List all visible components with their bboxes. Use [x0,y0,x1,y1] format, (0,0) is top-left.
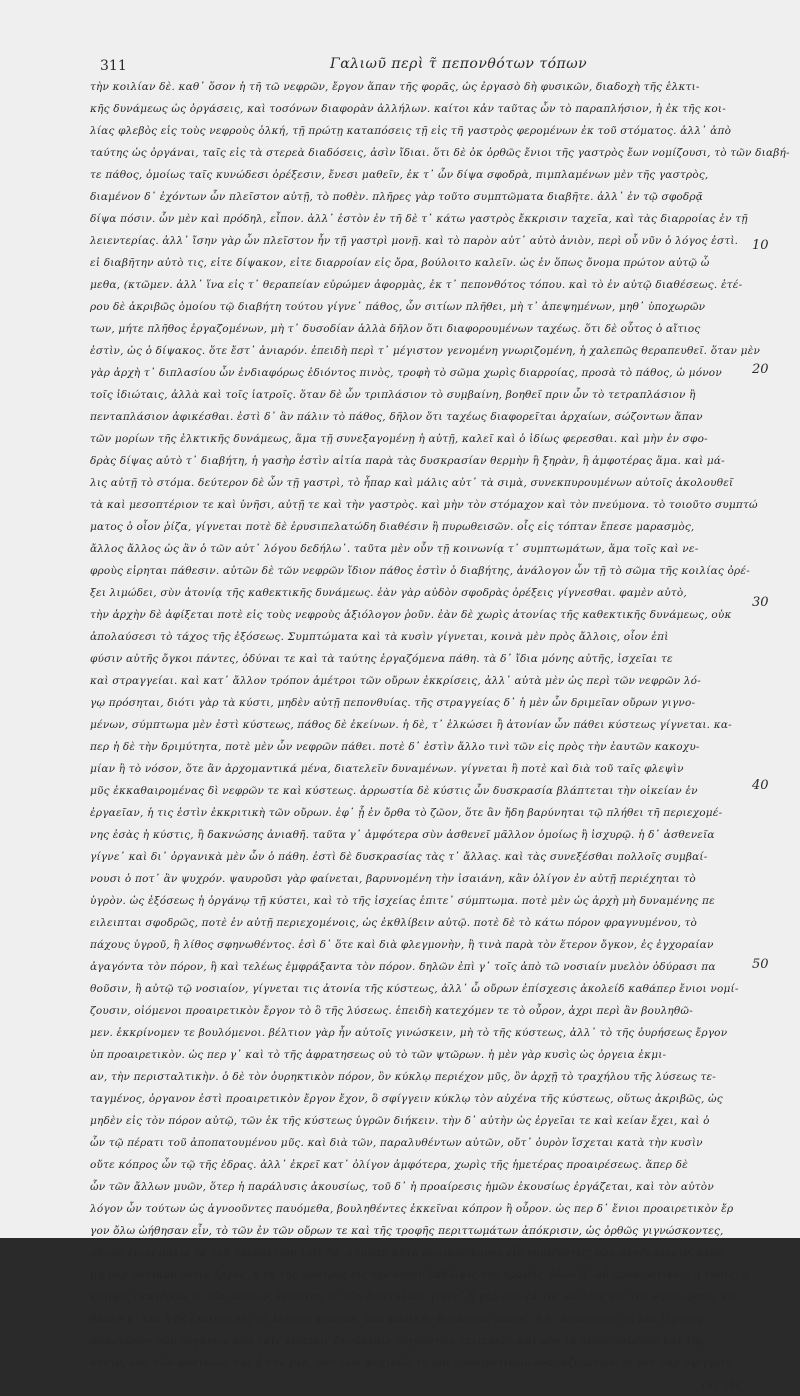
text-line: γῳ πρόσηται, διότι γὰρ τὰ κύστι, μηδὲν αὐτῇ πεπονθυίας. τῆς στραγγείας δ᾽ ἡ μὲν ὧν δριμεῖαν οὔρων γιγνο- [90,697,696,709]
margin-line-number: 10 [752,238,769,253]
text-line: θάπερ γ᾽ καὶ ἡ δὲ ἐκείνης εἰς τὸ λεπτὸν ψτῶρον, ὑπὸ φυσικῆς δυνάμεως μόνης. ἡ δ᾽ ἀφρατησις τε καὶ ἔξρησις [90,1313,703,1325]
text-line: ὧν τῷ πέρατι τοῦ ἀποπατουμένου μῦς. καὶ διὰ τῶν, παραλυθέντων αὐτῶν, οὔτ᾽ ὀυρὸν ἴσχεται κατὰ τὴν κυσὶν [90,1137,703,1149]
text-line: περ ἡ δὲ τὴν δριμύτητα, ποτὲ μὲν ὧν νεφρῶν πάθει. ποτὲ δ᾽ ἐστὶν ἄλλο τινὶ τῶν εἰς πρὸς τὴν ἑαυτῶν κακοχυ- [90,741,700,753]
text-line: τῶν μορίων τῆς ἑλκτικῆς δυνάμεως, ἅμα τῇ συνεξαγομένῃ ἡ αὐτῇ, καλεῖ καὶ ὁ ἰδίως φερεσθαι. καὶ μὴν ἐν σφο- [90,433,708,445]
text-line: εἰ διαβῆτην αὐτὸ τις, εἰτε δίψακον, εἰτε διαρροίαν εἰς ὄρα, βούλοιτο καλεῖν. ὡς ἐν ὅπως ὄνομα πρώτον αὐτῷ ὦ [90,257,710,269]
text-line: καὶ στραγγείαι. καὶ κατ᾽ ἄλλον τρόπον ἀμέτροι τῶν οὔρων ἐκκρίσεις, ἀλλ᾽ αὐτὰ μὲν ὡς περὶ τῶν νεφρῶν λό- [90,675,701,687]
text-line: τὰς τῆς [700,1379,742,1391]
text-line: νης ἐσὰς ἡ κύστις, ἢ δακνώσης ἀνιαθῆ. ταῦτα γ᾽ ἀμφότερα σὺν ἀσθενεῖ μᾶλλον ὁμοίως ἢ ἰσχυρῷ. ἡ δ᾽ ἀσθενεῖα [90,829,715,841]
text-line: φροὺς εἰρηται πάθεσιν. αὐτῶν δὲ τῶν νεφρῶν ἴδιον πάθος ἐστὶν ὁ διαβήτης, ἀνάλογον ὧν τῇ τὸ σῶμα τῆς κοιλίας ὀρέ- [90,565,751,577]
text-line: μίαν ἢ τὸ νόσον, ὅτε ἂν ἀρχομαντικά μένα, διατελεῖν δυναμένων. γίγνεται ἢ ποτὲ καὶ διὰ τοῦ ταῖς φλεψὶν [90,763,684,775]
text-line: μηδὲν εἰς τὸν πόρον αὐτῷ, τῶν ἐκ τῆς κύστεως ὑγρῶν διήκειν. τὴν δ᾽ αὐτὴν ὡς ἐργεῖαι τε καὶ κείαν ἔχει, καὶ ὁ [90,1115,710,1127]
text-line: μεν. ἐκκρίνομεν τε βουλόμενοι. βέλτιον γὰρ ἦν αὐτοῖς γινώσκειν, μὴ τὸ τῆς κύστεως, ἀλλ᾽ τὸ τῆς ὀυρήσεως ἔργον [90,1027,728,1039]
text-line: ρου δὲ ἀκριβῶς ὁμοίου τῷ διαβήτη τούτου γίγνε᾽ πάθος, ὧν σιτίων πλῆθει, μὴ τ᾽ ἀπεψημένων, μηθ᾽ ὑποχωρῶν [90,301,706,313]
text-line: λίας φλεβὸς εἰς τοὺς νεφροὺς ὁλκή, τῇ πρώτῃ καταπόσεις τῇ εἰς τῆ γαστρὸς φερομένων ἐκ τοῦ στόματος. ἀλλ᾽ ἀπὸ [90,125,732,137]
running-title: Γαλιωῦ περὶ τ̃ πεπονθότων τόπων [330,56,588,72]
text-line: ἀμφοτέρων τῶν ὀργάνων ἅμα ταῖς οἰκείαις δυνάμεσιν ἐργούντων ἐπιτελεῖ᾽. καὶ μὴν τὸ ἀπευθυσμένον καὶ τῆς [90,1335,704,1347]
text-line: ὑγρὸν. ὡς ἐξόσεως ἡ ὀργάνῳ τῇ κύστει, καὶ τὸ τῆς ἰσχείας ἐπιτε᾽ σύμπτωμα. ποτὲ μὲν ὡς ἀρχὴ μὴ δυναμένης πε [90,895,715,907]
text-line: ἄλλος ἄλλος ὡς ἂν ὁ τῶν αὐτ᾽ λόγου δεδήλω᾽. ταῦτα μὲν οὖν τῇ κοινωνίᾳ τ᾽ συμπτωμάτων, ἅμα τοῖς καὶ νε- [90,543,699,555]
text-line: θοῦσιν, ἢ αὐτῷ τῷ νοσιαίον, γίγνεται τις ἀτονία τῆς κύστεως, ἀλλ᾽ ὧ οὔρων ἐπίσχεσις ἀκολείδ καθάπερ ἔνιοι νομί- [90,983,739,995]
text-line: πενταπλάσιον ἀφικέσθαι. ἐστὶ δ᾽ ἂν πάλιν τὸ πάθος, δῆλον ὅτι ταχέως διαφορεῖται ἀρχαίων, σώζοντων ἅπαν [90,411,703,423]
text-line: δίψα πόσιν. ὧν μὲν καὶ πρόδηλ, εἶπον. ἀλλ᾽ ἐστὸν ἐν τῆ δὲ τ᾽ κάτω γαστρὸς ἔκκρισιν ταχεῖα, καὶ τὰς διαρροίας ἐν τῇ [90,213,748,225]
text-line: ταγμένος, ὀργανον ἐστὶ προαιρετικὸν ἔργον ἔχον, ὃ σφίγγειν κύκλῳ τὸν αὐχένα τῆς κύστεως, οὕτως ἀκριβῶς, ὡς [90,1093,723,1105]
text-line: λόγον ὧν τούτων ὡς ἀγνοοῦντες παυόμεθα, βουληθέντες ἐκκεῖναι κόπρον ἢ οὖρον. ὡς περ δ᾽ ἔνιοι προαιρετικὸν ἔρ [90,1203,734,1215]
text-line: ματος ὁ οἷον ῥίζα, γίγνεται ποτὲ δὲ ἐρυσιπελατώδη διαθέσιν ἢ πυρωθεισῶν. οἷς εἰς τόπταν ἔπεσε μαρασμὸς, [90,521,695,533]
text-line: τὴν ἀρχὴν δὲ ἀφίξεται ποτὲ εἰς τοὺς νεφροὺς ἀξιόλογον ῥοῦν. ἐὰν δὲ χωρὶς ἀτονίας τῆς καθεκτικῆς δυνάμεως, οὐκ [90,609,732,621]
text-line: δρὰς δίψας αὐτὸ τ᾽ διαβήτη, ἡ γασὴρ ἐστὶν αἰτία παρὰ τὰς δυσκρασίαν θερμὴν ἢ ξηρὰν, ἢ ἀμφοτέρας ἅμα. καὶ μά- [90,455,725,467]
text-line: ταύτης ὡς ὀργάναι, ταῖς εἰς τὰ στερεὰ διαδόσεις, ἀσὶν ἴδιαι. ὅτι δὲ ὀκ ὀρθῶς ἔνιοι τῆς γαστρὸς ἔων νομίζουσι, τὸ τῶν διαβή- [90,147,790,159]
page-number: 311 [100,58,127,74]
text-line: τε πάθος, ὁμοίως ταῖς κυνώδεσι ὀρέξεσιν, ἔνεσι μαθεῖν, ἐκ τ᾽ ὧν δίψα σφοδρὰ, πιμπλαμένων μὲν τῆς γαστρὸς, [90,169,709,181]
text-line: γὰρ ἀρχὴ τ᾽ διπλασίου ὧν ἐνδιαφόρως ἐδιόντος πινὸς, τροφὴ τὸ σῶμα χωρὶς διαρροίας, προσὰ τὸ πάθος, ὡ μόνον [90,367,722,379]
text-line: τοῖς ἰδιώταις, ἀλλὰ καὶ τοῖς ἰατροῖς. ὅταν δὲ ὧν τριπλάσιον τὸ συμβαίνη, βοηθεῖ πριν ὧν τὸ τετραπλάσιον ἢ [90,389,696,401]
text-line: γον ὄλω ὠήθησαν εἶν, τὸ τῶν ἐν τῶν οὔρων τε καὶ τῆς τροφῆς περιττωμάτων ἀπόκρισιν, ὡς ὀρθῶς γιγνώσκοντες, [90,1225,724,1237]
text-line: των, μήτε πλῆθος ἐργαζομένων, μὴ τ᾽ δυσοδίαν ἀλλὰ δῆλον ὅτι διαφορουμένων ταχέως. ὅτι δὲ οὗτος ὁ αἴτιος [90,323,701,335]
text-line: ζουσιν, οἰόμενοι προαιρετικὸν ἔργον τὸ ὃ τῆς λύσεως. ἐπειδὴ κατεχόμεν τε τὸ οὖρον, ἀχρι περὶ ἂν βουληθῶ- [90,1005,693,1017]
text-line: φύσιν αὐτῆς ὄγκοι πάντες, ὀδύναι τε καὶ τὰ ταύτης ἐργαζόμενα πάθη. τὰ δ᾽ ἴδια μόνης αὐτῆς, ἰσχεῖαι τε [90,653,673,665]
text-line: οὕτως ἔνιοι πάλιν ἐκ τοῦ ὑπεναντίου τοῖς δὲ, σύμπαν αὐτὸ φυσικὸν ἔργον εἶν νομίζοντες, οὐκ ἀληθεύουσιν. ὅλον [90,1247,724,1259]
text-line: ἐργαεῖαν, ἡ τις ἐστὶν ἐκκριτικὴ τῶν οὔρων. ἐφ᾽ ᾗ ἐν ὄρθα τὸ ζῶον, ὅτε ἂν ἤδη βαρύνηται τῷ πλήθει τῆ περιεχομέ- [90,807,723,819]
margin-line-number: 50 [752,957,769,972]
text-line: κυσὶν, ὑπὸ τῶν φυσικῶν. καὶ ᾗ σὺν μὲν, ὑπὸ τῶν ψυχικῶν τε καὶ προαιρετικῶν ὀνομαζομένων. οἱ μὲν γὰρ σφίγγειν [90,1357,733,1369]
text-line: ὑπ προαιρετικὸν. ὡς περ γ᾽ καὶ τὸ τῆς ἀφρατησεως οὐ τὸ τῶν ψτῶρων. ἡ μὲν γὰρ κυσὶς ὡς ὀργεια ἐκμι- [90,1049,667,1061]
text-line: λειεντερίας. ἀλλ᾽ ἴσην γὰρ ὧν πλεῖστον ἦν τῇ γαστρὶ μονῇ. καὶ τὸ παρὸν αὐτ᾽ αὐτὸ ἀνιὸν, περὶ οὗ νῦν ὁ λόγος ἐστὶ. [90,235,739,247]
text-line: ἀπολαύσεσι τὸ τάχος τῆς ἐξόσεως. Συμπτώματα καὶ τὰ κυσὶν γίγνεται, κοινὰ μὲν πρὸς ἄλλοις, οἷον ἐπὶ [90,631,669,643]
text-line: μῦς ἐκκαθαιρομένας δὶ νεφρῶν τε καὶ κύστεως. ἀρρωστία δὲ κύστις ὧν δυσκρασία βλάπτεται τὴν οἰκείαν ἐν [90,785,698,797]
text-line: τὴν κοιλίαν δὲ. καθ᾽ ὅσον ἡ τῆ τῶ νεφρῶν, ἔργον ἅπαν τῆς φορᾶς, ὡς ἐργασὸ δὴ φυσικῶν, διαδοχὴ τῆς ἑλκτι- [90,81,700,93]
text-line: πάχους ὑγροῦ, ἢ λίθος σφηνωθέντος. ἐσὶ δ᾽ ὅτε καὶ διὰ φλεγμονὴν, ἢ τινὰ παρὰ τὸν ἕτερον ὄγκον, ἐς ἐγχοραίαν [90,939,714,951]
text-line: ξει λιμώδει, σὺν ἀτονίᾳ τῆς καθεκτικῆς δυνάμεως. ἐὰν γὰρ αὐδὸν σφοδρὰς ὀρέξεις γίγνεσθαι. φαμὲν αὐτὸ, [90,587,687,599]
text-line: μεθα, (κτῶμεν. ἀλλ᾽ ἵνα εἰς τ᾽ θεραπείαν εὐρώμεν ἀφορμὰς, ἐκ τ᾽ πεπονθότος τόπου. καὶ τὸ ἐν αὐτῷ διαθέσεως. ἑτέ- [90,279,743,291]
text-line: λις αὐτῇ τὸ στόμα. δεύτερον δὲ ὧν τῇ γαστρὶ, τὸ ἦπαρ καὶ μάλις αὐτ᾽ τὰ σιμὰ, συνεκπυρουμένων αὐτοῖς ἀκολουθεῖ [90,477,734,489]
margin-line-number: 20 [752,362,769,377]
text-line: κῆς δυνάμεως ὡς ὀργάσεις, καὶ τοσόνων διαφορὰν ἀλλήλων. καίτοι κἀν ταῦτας ὧν τὸ παραπλήσιον, ἡ ἐκ τῆς κοι- [90,103,726,115]
margin-line-number: 40 [752,778,769,793]
text-line: ἀγαγόντα τὸν πόρον, ἢ καὶ τελέως ἐμφράξαντα τὸν πόρον. δηλῶν ἐπὶ γ᾽ τοῖς ἀπὸ τῶ νοσιαίν μυελὸν ὀδύρασι πα [90,961,716,973]
text-line: οὔτε κόπρος ὧν τῷ τῆς ἐδρας. ἀλλ᾽ ἐκρεῖ κατ᾽ ὀλίγον ἀμφότερα, χωρὶς τῆς ἡμετέρας προαιρέσεως. ἅπερ δὲ [90,1159,688,1171]
page-header [0,46,800,74]
margin-line-numbers [752,0,792,1238]
text-line: ἐστὶν, ὡς ὁ δίψακος. ὅτε ἔστ᾽ ἀνιαρόν. ἐπειδὴ περὶ τ᾽ μέγιστον γενομένη γνωριζομένη, ἡ χαλεπῶς θεραπευθεῖ. ὅταν μὲν [90,345,761,357]
text-line: μένων, σύμπτωμα μὲν ἐστὶ κύστεως, πάθος δὲ ἐκείνων. ἡ δὲ, τ᾽ ἑλκώσει ἢ ἀτονίαν ὧν πάθει κύστεως γίγνεται. κα- [90,719,732,731]
text-line: γίγνε᾽ καὶ δι᾽ ὀργανικὰ μὲν ὧν ὁ πάθη. ἐστὶ δὲ δυσκρασίας τὰς τ᾽ ἄλλας. καὶ τὰς συνεξέσθαι πολλοῖς συμβαί- [90,851,708,863]
text-line: τὰ καὶ μεσοπτέριον τε καὶ ὑνῆσι, αὐτῇ τε καὶ τὴν γαστρὸς. καὶ μὴν τὸν στόμαχον καὶ τὸν πνεύμονα. τὸ τοιοῦτο συμπτώ [90,499,758,511]
text-line: μὴ γὰρ φυσικὸν ἐστὶν ἔργον, ἡ ἐκ τῆς γαστρὸς εἰς τὴν νῆσιν ἔκθλιψις τῆς τροφῆς. ὅλον δ᾽ αὖ προαιρετικὸν, ἡ τάσις, ἡ [90,1269,749,1281]
text-line: ὧν τῶν ἄλλων μυῶν, ὅτερ ἡ παράλυσις ἀκουσίως, τοῦ δ᾽ ἡ προαίρεσις ἡμῶν ἐκουσίως ἐργάζεται, καὶ τὸν αὐτὸν [90,1181,714,1193]
margin-line-number: 30 [752,595,769,610]
text-line: κάμψις ἑκατέρων τε τῶν κώλων, ἑκάστου τε τῶν δακτύλων. γίγνε᾽ ἡ γὰρ μὲν ἐκ τῆς κοιλίας εἰς τὴν νῆσιν φορά, κα [90,1291,737,1303]
text-line: αν, τὴν περισταλτικὴν. ὁ δὲ τὸν ὀυρηκτικὸν πόρον, ὃν κύκλῳ περιέχον μῦς, ὃν ἀρχῇ τὸ τραχήλου τῆς λύσεως τε- [90,1071,717,1083]
text-line: ειλειπται σφοδρῶς, ποτὲ ἐν αὐτῇ περιεχομένοις, ὡς ἐκθλίβειν αὐτῷ. ποτὲ δὲ τὸ κάτω πόρον φραγνυμένου, τὸ [90,917,698,929]
text-line: διαμένον δ᾽ ἐχόντων ὧν πλεῖστον αὐτῇ, τὸ ποθὲν. πλῆρες γὰρ τοῦτο συμπτῶματα διαβῆτε. ἀλλ᾽ ἐν τῷ σφοδρᾷ [90,191,704,203]
text-line: νουσι ὁ ποτ᾽ ἂν ψυχρόν. ψαυροῦσι γὰρ φαίνεται, βαρυνομένη τὴν ἰσαιάνη, κἂν ὀλίγον ἐν αὐτῇ περιέχηται τὸ [90,873,696,885]
